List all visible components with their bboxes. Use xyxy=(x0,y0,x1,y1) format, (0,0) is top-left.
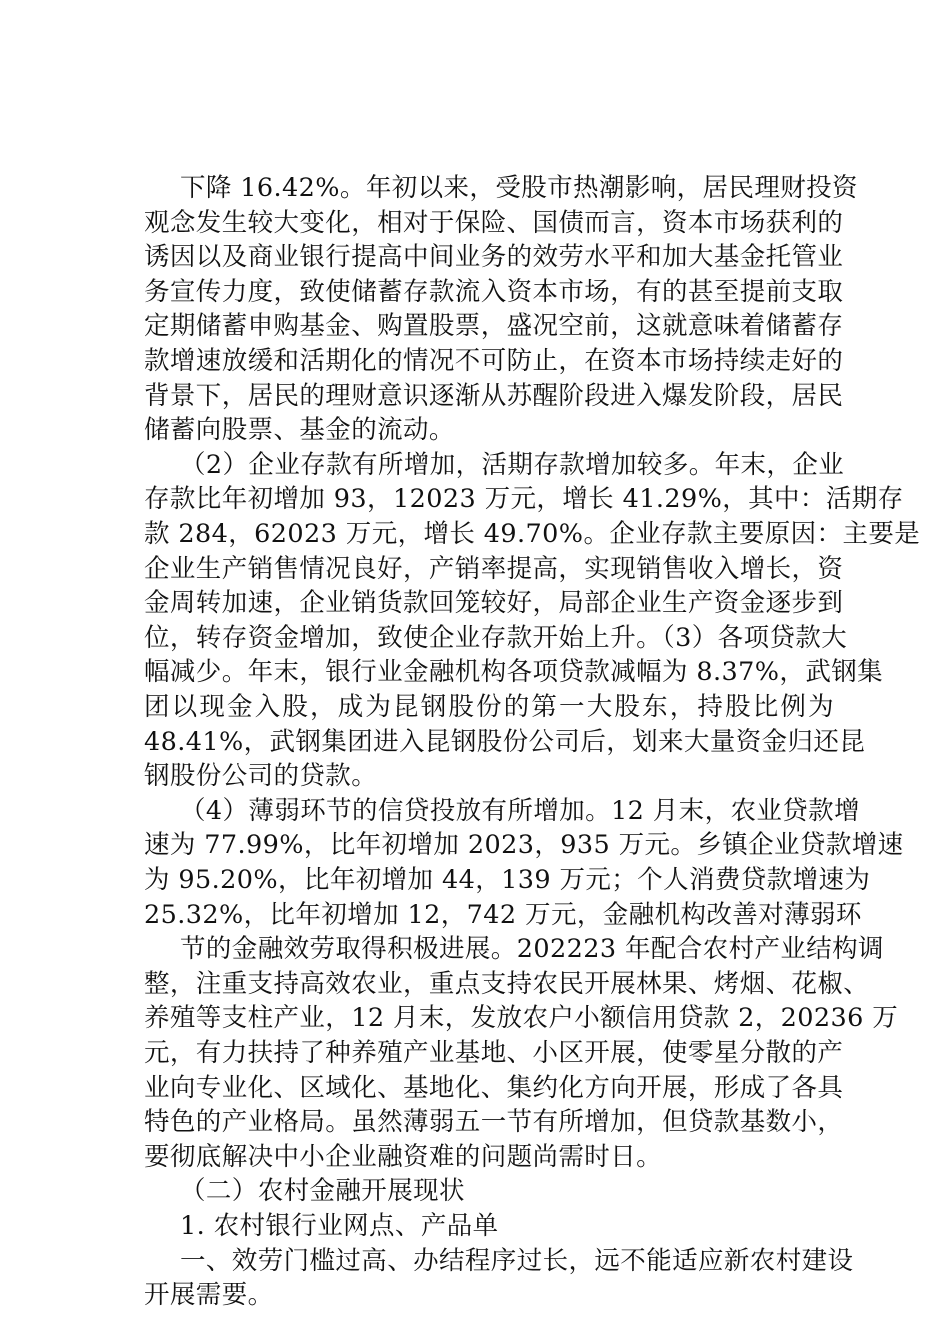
text-line-13: 金周转加速，企业销货款回笼较好，局部企业生产资金逐步到 xyxy=(144,588,844,619)
text-line-29: 要彻底解决中小企业融资难的问题尚需时日。 xyxy=(144,1141,663,1172)
text-line-27: 业向专业化、区域化、基地化、集约化方向开展，形成了各具 xyxy=(144,1072,844,1103)
text-line-28: 特色的产业格局。虽然薄弱五一节有所增加，但贷款基数小， xyxy=(144,1107,844,1138)
text-line-17: 48.41%，武钢集团进入昆钢股份公司后，划来大量资金归还昆 xyxy=(144,726,866,757)
text-line-8: 储蓄向股票、基金的流动。 xyxy=(144,415,455,446)
subsection-heading: 1. 农村银行业网点、产品单 xyxy=(180,1211,499,1241)
text-line-16: 团以现金入股，成为昆钢股份的第一大股东，持股比例为 xyxy=(144,692,834,722)
text-line-9: （2）企业存款有所增加，活期存款增加较多。年末，企业 xyxy=(180,449,845,480)
text-line-20: 速为 77.99%，比年初增加 2023，935 万元。乡镇企业贷款增速 xyxy=(144,830,904,861)
text-line-22: 25.32%，比年初增加 12，742 万元，金融机构改善对薄弱环 xyxy=(144,899,862,930)
text-line-5: 定期储蓄申购基金、购置股票，盛况空前，这就意味着储蓄存 xyxy=(144,311,844,342)
text-line-23: 节的金融效劳取得积极进展。202223 年配合农村产业结构调 xyxy=(180,934,884,965)
text-line-15: 幅减少。年末，银行业金融机构各项贷款减幅为 8.37%，武钢集 xyxy=(144,657,884,688)
text-line-26: 元，有力扶持了种养殖产业基地、小区开展，使零星分散的产 xyxy=(144,1038,844,1068)
text-line-14: 位，转存资金增加，致使企业存款开始上升。（3）各项贷款大 xyxy=(144,622,848,653)
text-line-25: 养殖等支柱产业，12 月末，发放农户小额信用贷款 2，20236 万 xyxy=(144,1003,899,1034)
text-line-4: 务宣传力度，致使储蓄存款流入资本市场，有的甚至提前支取 xyxy=(144,276,844,307)
text-line-33: 开展需要。 xyxy=(144,1280,274,1311)
section-heading: （二）农村金融开展现状 xyxy=(180,1176,465,1207)
text-line-19: （4）薄弱环节的信贷投放有所增加。12 月末，农业贷款增 xyxy=(180,795,860,826)
text-line-24: 整，注重支持高效农业，重点支持农民开展林果、烤烟、花椒、 xyxy=(144,968,870,999)
text-line-21: 为 95.20%，比年初增加 44，139 万元；个人消费贷款增速为 xyxy=(144,865,871,895)
text-line-32: 一、效劳门槛过高、办结程序过长，远不能适应新农村建设 xyxy=(180,1245,854,1276)
text-line-2: 观念发生较大变化，相对于保险、国债而言，资本市场获利的 xyxy=(144,207,844,238)
text-line-18: 钢股份公司的贷款。 xyxy=(144,761,378,792)
text-line-11: 款 284，62023 万元，增长 49.70%。企业存款主要原因：主要是 xyxy=(144,519,921,549)
text-line-7: 背景下，居民的理财意识逐渐从苏醒阶段进入爆发阶段，居民 xyxy=(144,380,844,411)
text-line-12: 企业生产销售情况良好，产销率提高，实现销售收入增长，资 xyxy=(144,553,844,584)
text-line-3: 诱因以及商业银行提高中间业务的效劳水平和加大基金托管业 xyxy=(144,242,844,273)
text-line-10: 存款比年初增加 93，12023 万元，增长 41.29%，其中：活期存 xyxy=(144,484,904,515)
text-line-6: 款增速放缓和活期化的情况不可防止，在资本市场持续走好的 xyxy=(144,346,844,376)
text-line-1: 下降 16.42%。年初以来，受股市热潮影响，居民理财投资 xyxy=(180,173,858,203)
